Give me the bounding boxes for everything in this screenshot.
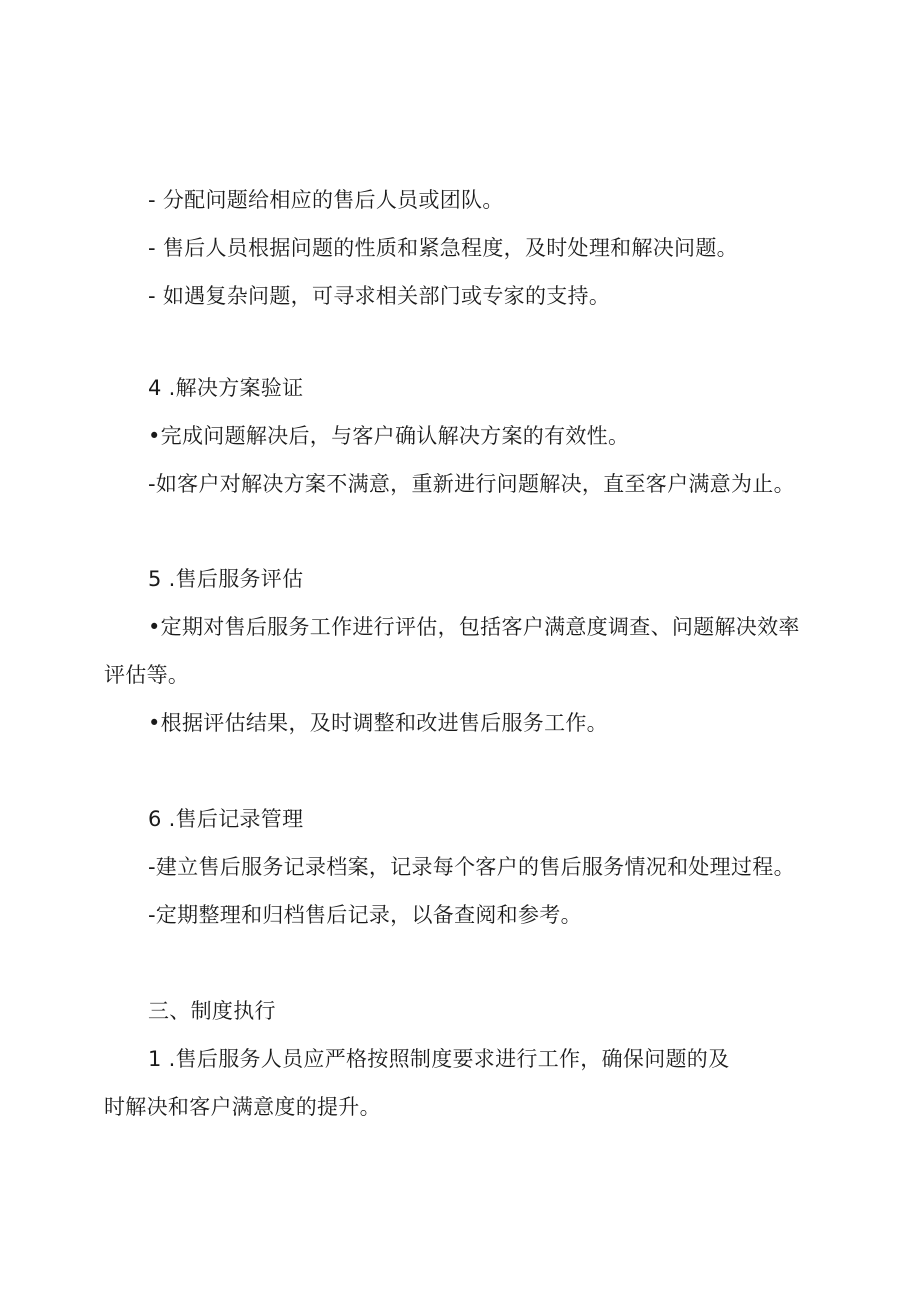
step6-item-archive: -建立售后服务记录档案，记录每个客户的售后服务情况和处理过程。 [148, 855, 795, 879]
step3-item-escalate: - 如遇复杂问题，可寻求相关部门或专家的支持。 [148, 284, 611, 308]
step3-item-assign: - 分配问题给相应的售后人员或团队。 [148, 188, 504, 212]
step4-item-confirm: •完成问题解决后，与客户确认解决方案的有效性。 [148, 424, 630, 448]
section3-item1-cont: 时解决和客户满意度的提升。 [104, 1095, 381, 1119]
step4-item-redo: -如客户对解决方案不满意，重新进行问题解决，直至客户满意为止。 [148, 472, 795, 496]
step6-heading: 6 .售后记录管理 [148, 807, 304, 831]
step4-heading: 4 .解决方案验证 [148, 376, 304, 400]
step5-heading: 5 .售后服务评估 [148, 567, 304, 591]
step5-item-evaluate-cont: 评估等。 [104, 663, 190, 687]
section3-item1: 1 .售后服务人员应严格按照制度要求进行工作，确保问题的及 [148, 1047, 730, 1071]
step5-item-evaluate: •定期对售后服务工作进行评估，包括客户满意度调查、问题解决效率 [148, 615, 800, 639]
step5-item-adjust: •根据评估结果，及时调整和改进售后服务工作。 [148, 711, 608, 735]
section3-heading: 三、制度执行 [148, 999, 276, 1023]
step3-item-handle: - 售后人员根据问题的性质和紧急程度，及时处理和解决问题。 [148, 236, 738, 260]
step6-item-organize: -定期整理和归档售后记录，以备查阅和参考。 [148, 903, 582, 927]
